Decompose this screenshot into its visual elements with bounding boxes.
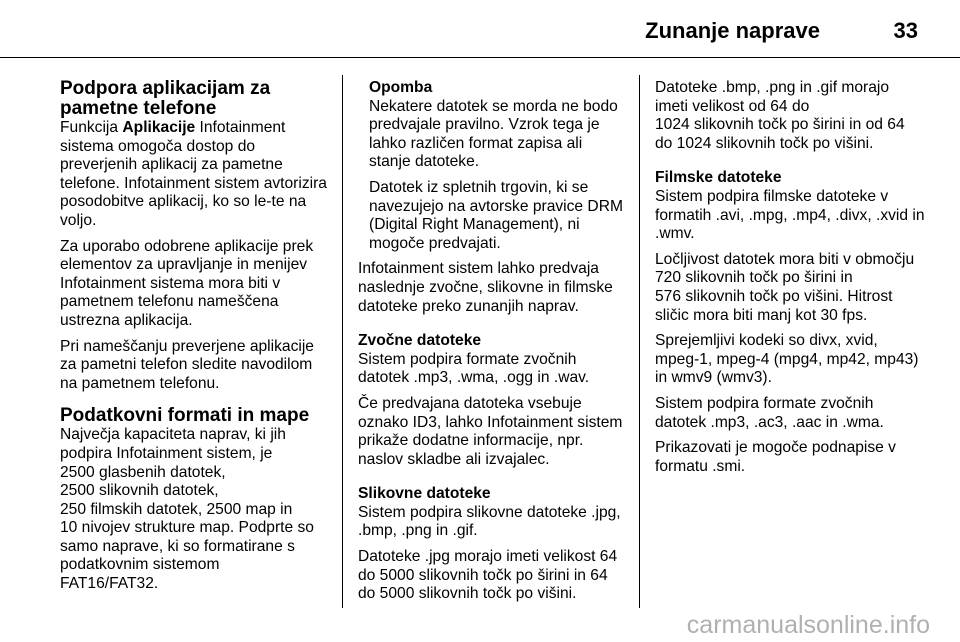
- column-middle: [358, 79, 628, 611]
- text-line: 720 slikovnih točk po širini in: [655, 269, 853, 287]
- text-line: Datoteke .bmp, .png in .gif morajo: [655, 79, 890, 96]
- paragraph-image-formats: Sistem podpira slikovne datoteke .jpg, .bmp, .png in .gif.: [358, 503, 621, 540]
- note-box: [369, 79, 628, 253]
- note-paragraph-1: Nekatere datotek se morda ne bodo predvajale pravilno. Vzrok tega je lahko različen format zapisa ali stanje datoteke.: [369, 97, 618, 171]
- header-divider: [0, 57, 960, 58]
- paragraph-apps-intro: Funkcija Aplikacije Infotainment sistema omogoča dostop do preverjenih aplikacij za pametne telefone. Infotainment sistem avtorizira posodobitve aplikacij, ko so le-te na voljo.: [60, 119, 327, 229]
- heading-audio-files: Zvočne datoteke: [358, 332, 482, 350]
- text-line: samo naprave, ki so formatirane s: [60, 537, 295, 555]
- text-line: podpira Infotainment sistem, je: [60, 444, 273, 462]
- column-divider-right: [639, 75, 640, 608]
- page-title: Zunanje naprave: [645, 18, 820, 43]
- paragraph-video-formats: Sistem podpira filmske datoteke v formatih .avi, .mpg, .mp4, .divx, .xvid in .wmv.: [655, 187, 925, 243]
- text-line: 2500 slikovnih datotek,: [60, 482, 219, 500]
- paragraph-capacity: [60, 426, 330, 593]
- paragraph-audio-formats: Sistem podpira formate zvočnih datotek .mp3, .wma, .ogg in .wav.: [358, 350, 590, 387]
- text-line: 576 slikovnih točk po višini. Hitrost: [655, 287, 893, 305]
- text-line: sličic mora biti manj kot 30 fps.: [655, 306, 868, 324]
- paragraph-audio-id3: Če predvajana datoteka vsebuje oznako ID3, lahko Infotainment sistem prikaže dodatne informacije, npr. naslov skladbe ali izvajalec.: [358, 394, 623, 468]
- text-line: 10 nivojev strukture map. Podprte so: [60, 519, 314, 537]
- text-line: 1024 slikovnih točk po širini in od 64: [655, 116, 905, 134]
- paragraph-image-jpg-size: Datoteke .jpg morajo imeti velikost 64 do 5000 slikovnih točk po širini in 64 do 5000 slikovnih točk po višini.: [358, 548, 618, 603]
- paragraph-playback-intro: Infotainment sistem lahko predvaja naslednje zvočne, slikovne in filmske datoteke preko zunanjih naprav.: [358, 260, 613, 315]
- paragraph-video-audio-formats: Sistem podpira formate zvočnih datotek .mp3, .ac3, .aac in .wma.: [655, 394, 884, 431]
- column-divider-left: [342, 75, 343, 608]
- watermark-text: carmanualsonline.info: [686, 611, 930, 639]
- text-line: 2500 glasbenih datotek,: [60, 463, 226, 481]
- text-line: podatkovnim sistemom: [60, 556, 220, 574]
- page-number: 33: [893, 18, 918, 43]
- note-paragraph-2: Datotek iz spletnih trgovin, ki se navezujejo na avtorske pravice DRM (Digital Right Management), ni mogoče predvajati.: [369, 178, 623, 252]
- paragraph-apps-usage: Za uporabo odobrene aplikacije prek elementov za upravljanje in menijev Infotainment sistema mora biti v pametnem telefonu nameščena ustrezna aplikacija.: [60, 237, 314, 329]
- heading-smartphone-apps: Podpora aplikacijam za pametne telefone: [60, 78, 271, 119]
- heading-video-files: Filmske datoteke: [655, 169, 782, 187]
- text-line: FAT16/FAT32.: [60, 575, 159, 593]
- text-line: Največja kapaciteta naprav, ki jih: [60, 426, 286, 444]
- text-line: imeti velikost od 64 do: [655, 97, 810, 115]
- note-heading: Opomba: [369, 79, 433, 96]
- paragraph-image-other-size: [655, 79, 925, 153]
- paragraph-video-codecs: Sprejemljivi kodeki so divx, xvid, mpeg-1, mpeg-4 (mpg4, mp42, mp43) in wmv9 (wmv3).: [655, 332, 919, 387]
- apps-menu-term: Aplikacije: [122, 119, 196, 136]
- paragraph-subtitles: Prikazovati je mogoče podnapise v formatu .smi.: [655, 439, 896, 475]
- paragraph-video-resolution: [655, 251, 925, 325]
- column-right: [655, 79, 925, 483]
- text-line: 250 filmskih datotek, 2500 map in: [60, 500, 293, 518]
- text-line: do 1024 slikovnih točk po višini.: [655, 134, 874, 152]
- heading-data-formats: Podatkovni formati in mape: [60, 405, 310, 427]
- heading-image-files: Slikovne datoteke: [358, 485, 491, 503]
- column-left: [60, 79, 330, 601]
- paragraph-apps-install: Pri nameščanju preverjene aplikacije za pametni telefon sledite navodilom na pametnem telefonu.: [60, 337, 314, 392]
- text-line: Ločljivost datotek mora biti v območju: [655, 250, 915, 268]
